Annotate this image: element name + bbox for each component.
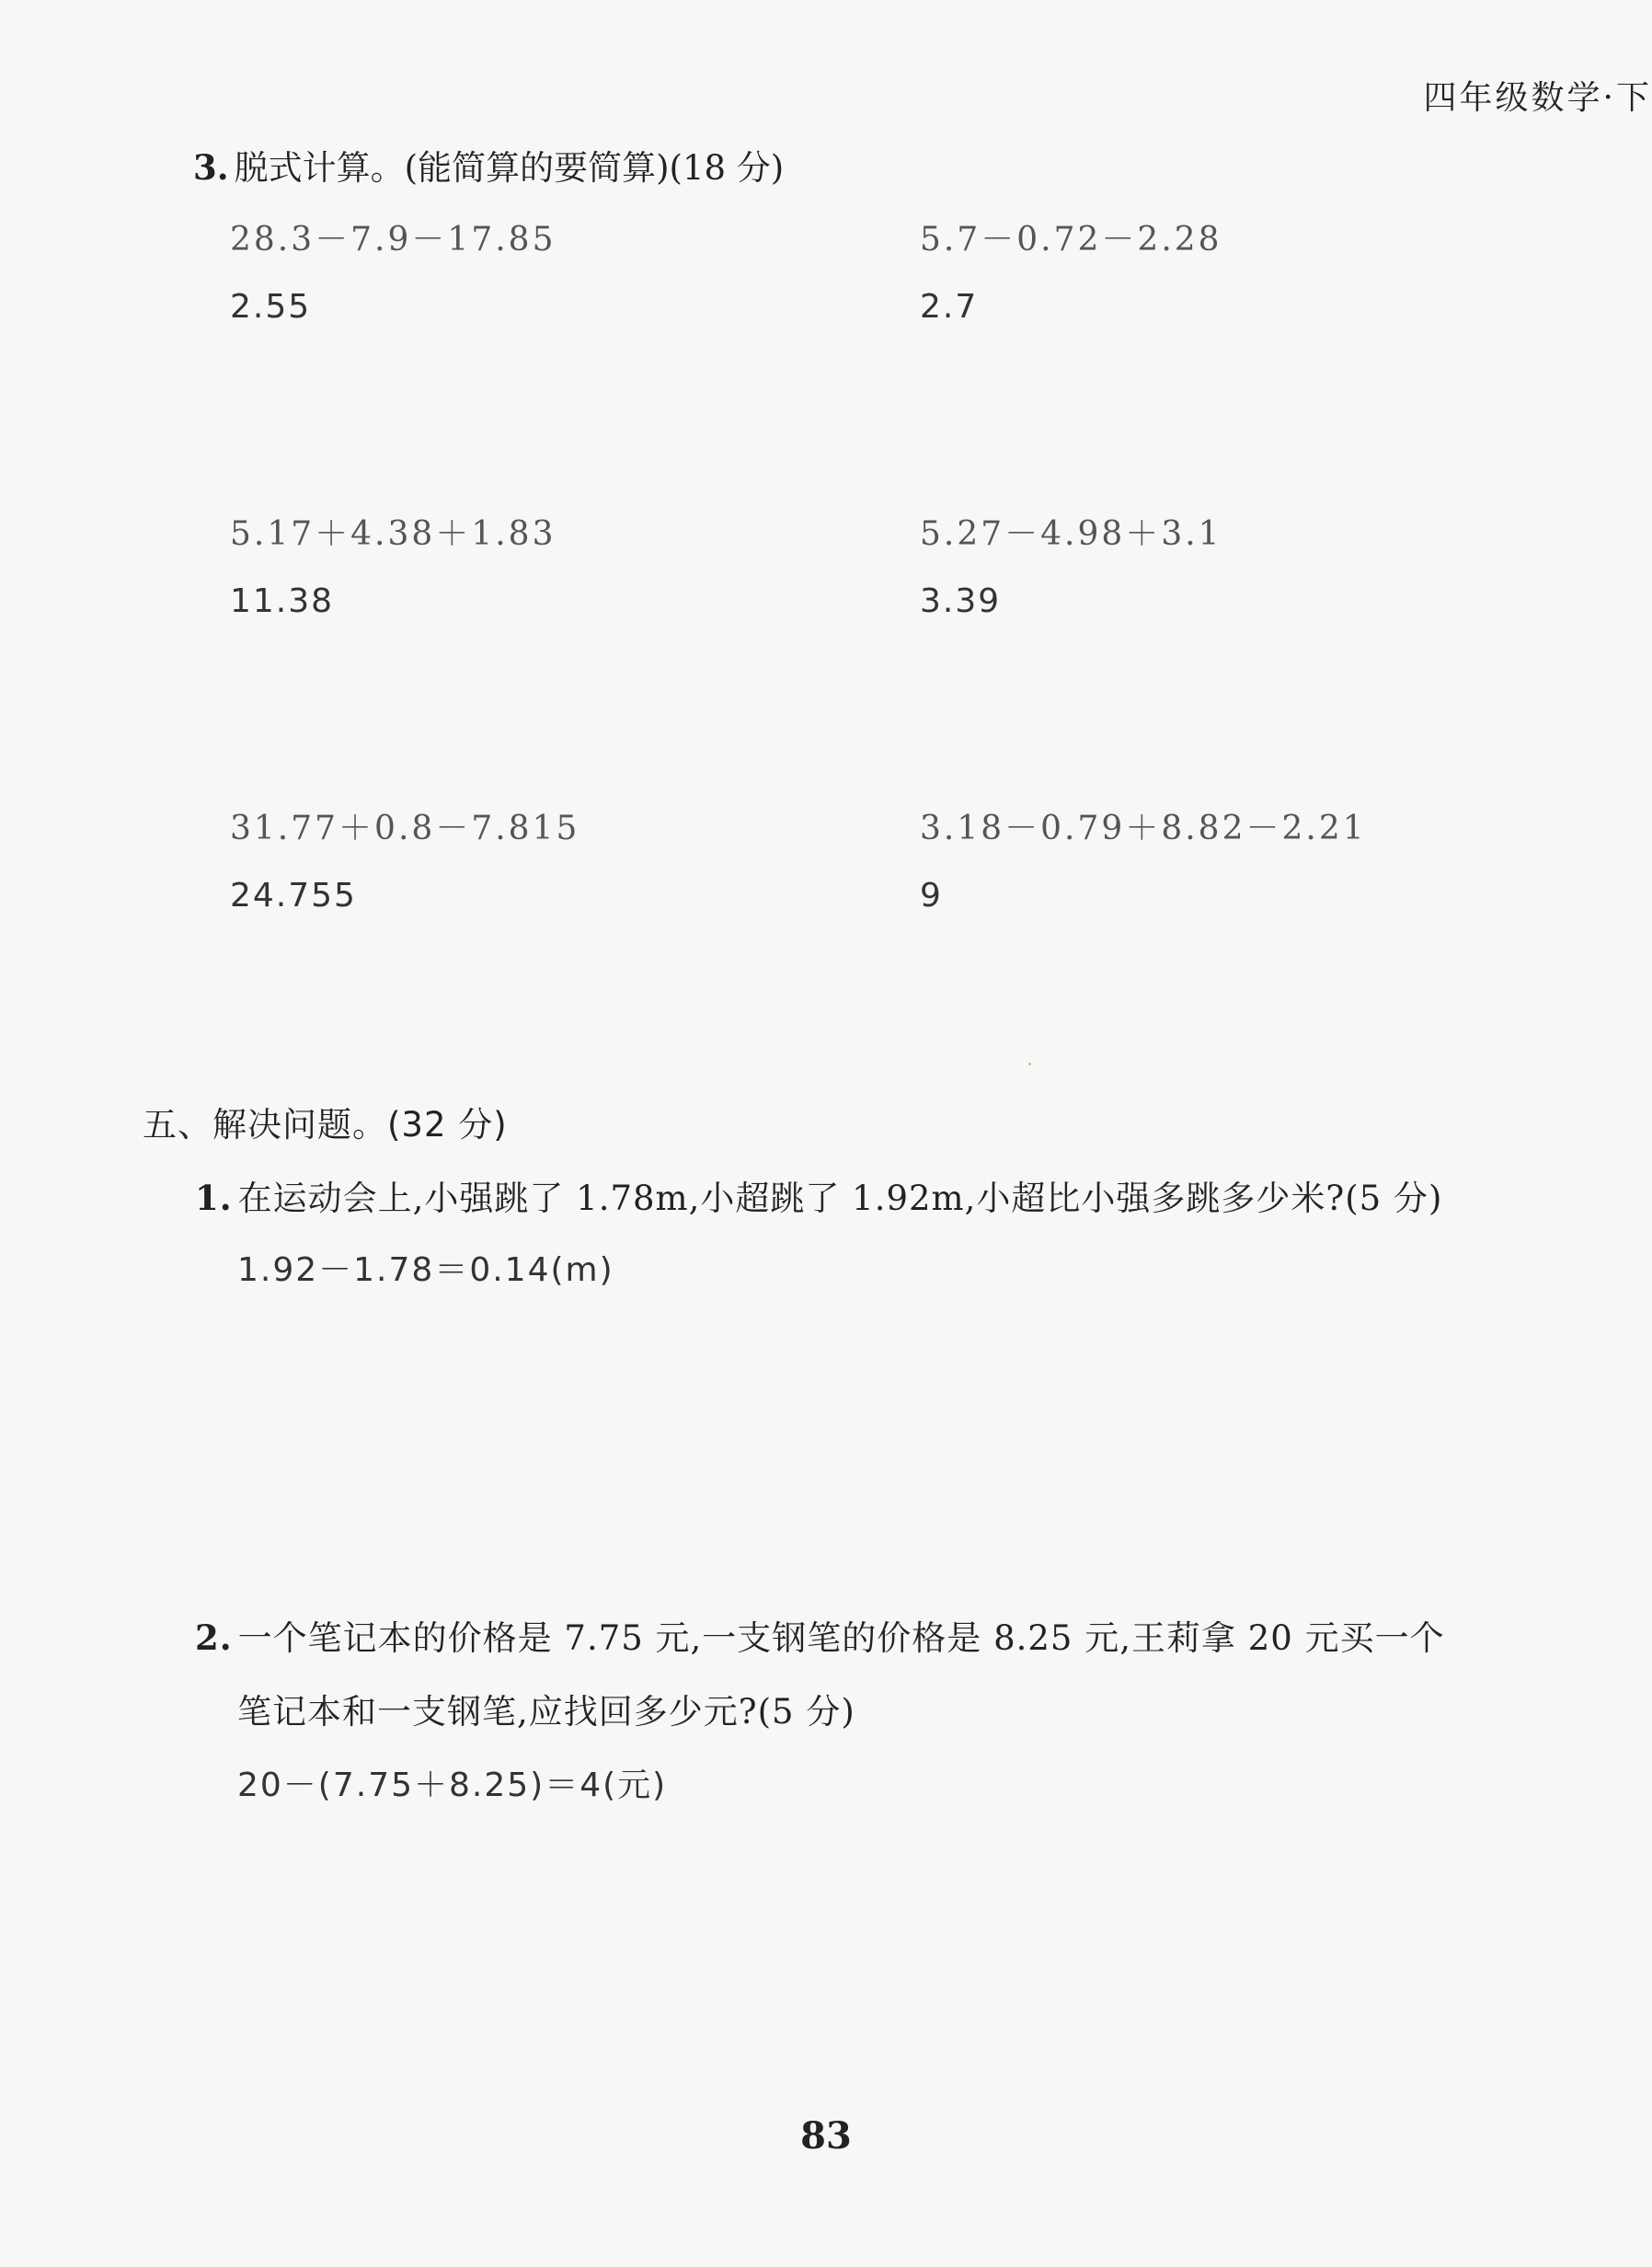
problem-2-text-line1: 一个笔记本的价格是 7.75 元,一支钢笔的价格是 8.25 元,王莉拿 20 元买一个 — [237, 1618, 1445, 1658]
expression-6: 3.18－0.79＋8.82－2.21 — [920, 810, 1367, 847]
expression-2: 5.7－0.72－2.28 — [920, 221, 1222, 259]
answer-1: 2.55 — [230, 288, 312, 326]
answer-6: 9 — [920, 877, 943, 915]
problem-2-answer: 20－(7.75＋8.25)＝4(元) — [237, 1766, 668, 1804]
answer-4: 3.39 — [920, 582, 1002, 620]
page-number: 83 — [800, 2114, 852, 2158]
answer-5: 24.755 — [230, 877, 357, 915]
problem-1-answer: 1.92－1.78＝0.14(m) — [237, 1251, 614, 1289]
page-header: 四年级数学·下 — [1423, 79, 1652, 117]
expression-4: 5.27－4.98＋3.1 — [920, 515, 1222, 553]
question-3-title — [193, 140, 784, 190]
problem-1-number: 1. — [195, 1178, 233, 1218]
question-3-number: 3. — [193, 147, 229, 188]
expression-5: 31.77＋0.8－7.815 — [230, 810, 580, 847]
problem-2-text-line2: 笔记本和一支钢笔,应找回多少元?(5 分) — [237, 1692, 855, 1732]
expression-1: 28.3－7.9－17.85 — [230, 221, 556, 259]
section-5-title: 五、解决问题。(32 分) — [143, 1105, 508, 1145]
expression-3: 5.17＋4.38＋1.83 — [230, 515, 556, 553]
problem-2-number: 2. — [195, 1617, 233, 1658]
problem-2 — [195, 1610, 1445, 1660]
problem-1 — [195, 1170, 1442, 1220]
answer-3: 11.38 — [230, 582, 335, 620]
print-speck — [1028, 1063, 1031, 1065]
answer-2: 2.7 — [920, 288, 979, 326]
problem-1-text: 在运动会上,小强跳了 1.78m,小超跳了 1.92m,小超比小强多跳多少米?(5 分) — [237, 1179, 1443, 1218]
question-3-text: 脱式计算。(能简算的要简算)(18 分) — [234, 148, 785, 188]
